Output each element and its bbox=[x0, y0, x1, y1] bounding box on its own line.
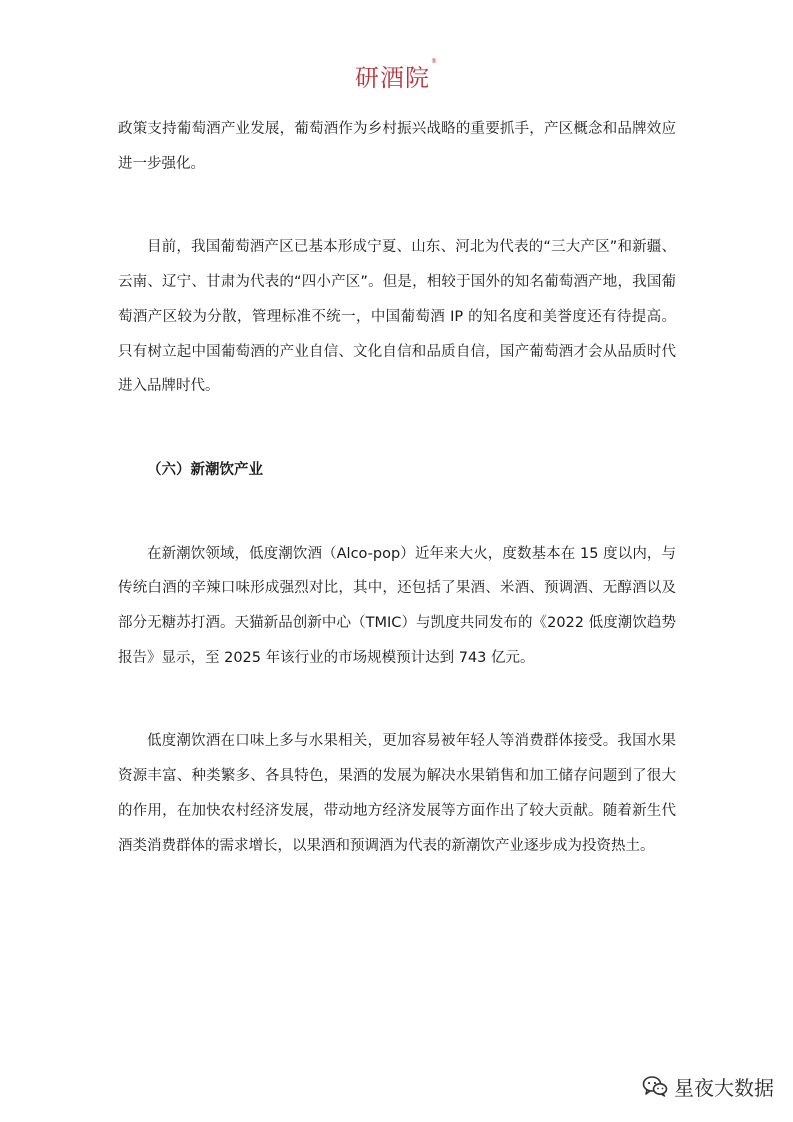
paragraph-alco-pop: 在新潮饮领域，低度潮饮酒（Alco-pop）近年来大火，度数基本在 15 度以内，与传统白酒的辛辣口味形成强烈对比，其中，还包括了果酒、米酒、预调酒、无醇酒以及部分无糖苏打酒。天猫新品创新中心（TMIC）与凯度共同发布的《2022 低度潮饮趋势报告》显示，至 2025 年该行业的市场规模预计达到 743 亿元。 bbox=[118, 545, 676, 666]
registered-mark: ® bbox=[431, 58, 438, 65]
paragraph-policy-support: 政策支持葡萄酒产业发展，葡萄酒作为乡村振兴战略的重要抓手，产区概念和品牌效应进一步强化。 bbox=[118, 121, 676, 172]
paragraph-gap bbox=[118, 488, 676, 537]
paragraph-wine-regions: 目前，我国葡萄酒产区已基本形成宁夏、山东、河北为代表的“三大产区”和新疆、云南、辽宁、甘肃为代表的“四小产区”。但是，相较于国外的知名葡萄酒产地，我国葡萄酒产区较为分散，管理标准不统一，中国葡萄酒 IP 的知名度和美誉度还有待提高。只有树立起中国葡萄酒的产业自信、文化自信和品质自信，国产葡萄酒才会从品质时代进入品牌时代。 bbox=[118, 239, 676, 395]
paragraph-gap bbox=[118, 404, 676, 453]
header-logo bbox=[0, 58, 793, 93]
section-heading: （六）新潮饮产业 bbox=[147, 461, 263, 478]
paragraph-gap bbox=[118, 181, 676, 230]
wechat-icon bbox=[642, 1075, 668, 1097]
watermark-text: 星夜大数据 bbox=[674, 1075, 774, 1100]
watermark bbox=[642, 1071, 774, 1101]
document-body bbox=[118, 112, 676, 863]
paragraph-gap bbox=[118, 675, 676, 724]
paragraph-fruit-wine: 低度潮饮酒在口味上多与水果相关，更加容易被年轻人等消费群体接受。我国水果资源丰富、种类繁多、各具特色，果酒的发展为解决水果销售和加工储存问题到了很大的作用，在加快农村经济发展，带动地方经济发展等方面作出了较大贡献。随着新生代酒类消费群体的需求增长，以果酒和预调酒为代表的新潮饮产业逐步成为投资热土。 bbox=[118, 733, 676, 854]
logo-text: 研酒院 bbox=[355, 64, 430, 92]
